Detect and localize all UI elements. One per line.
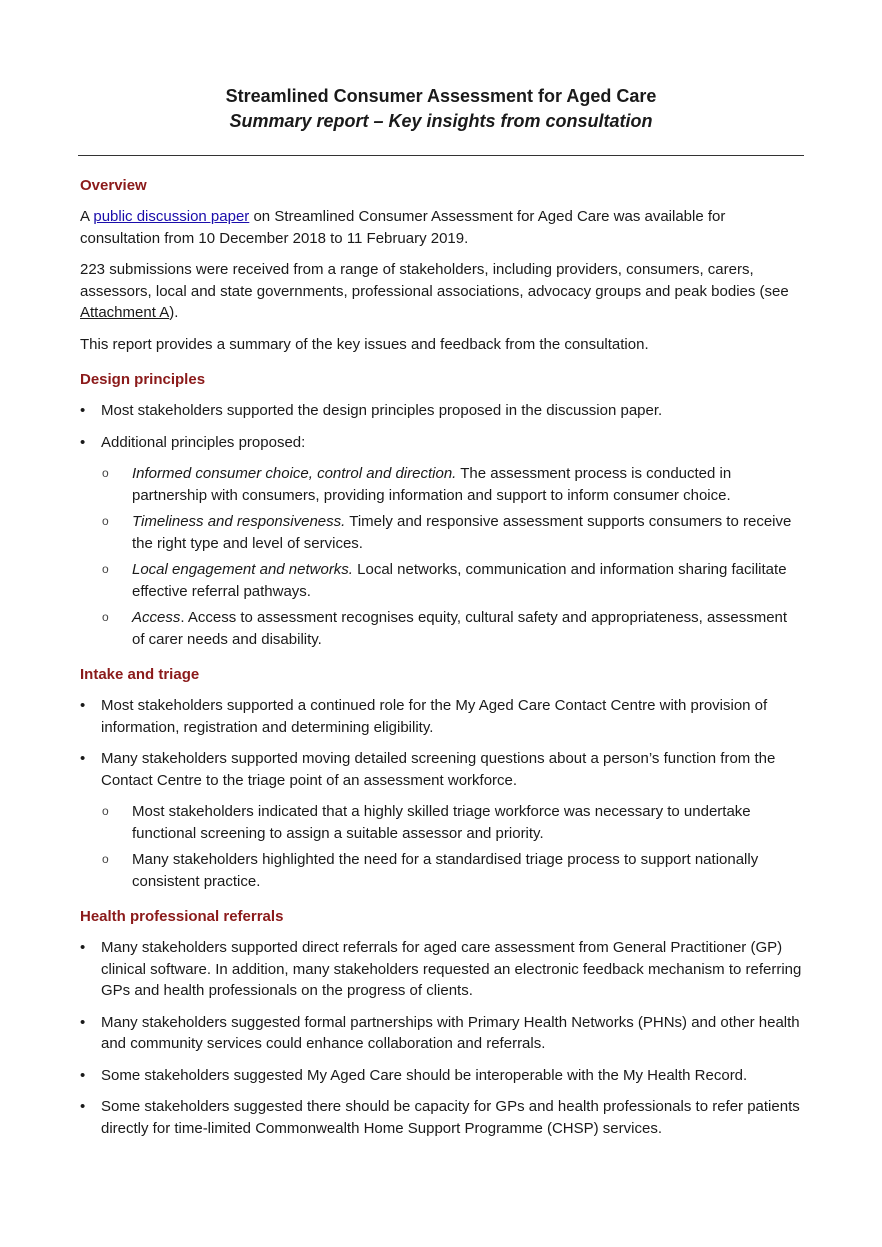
overview-paragraph-1 [80,206,802,249]
header-divider [78,155,804,156]
design-principles-heading: Design principles [80,371,206,388]
overview-p2-prefix: 223 submissions were received from a range of stakeholders, including providers, consumers, carers, assessors, local and state governments, professional associations, advocacy groups and peak bodies (see [80,261,789,300]
principle-text: Local networks, communication and information sharing facilitate effective referral pathways. [132,561,787,600]
overview-heading: Overview [80,177,147,194]
list-item: • Some stakeholders suggested My Aged Care should be interoperable with the My Health Record. [80,1065,802,1087]
list-item: • Many stakeholders supported direct referrals for aged care assessment from General Practitioner (GP) clinical software. In addition, many stakeholders requested an electronic feedback mechanism to referring GPs and health professionals on the progress of clients. [80,937,802,1002]
principle-term: Local engagement and networks. [132,561,353,578]
discussion-paper-link[interactable]: public discussion paper [93,208,250,225]
principle-text: The assessment process is conducted in partnership with consumers, providing information and support to inform consumer choice. [132,465,732,504]
list-item: • Many stakeholders suggested formal partnerships with Primary Health Networks (PHNs) and other health and community services could enhance collaboration and referrals. [80,1012,802,1055]
additional-principles-list [80,463,802,650]
principle-text: . Access to assessment recognises equity, cultural safety and appropriateness, assessment of carer needs and disability. [132,609,788,648]
overview-section [80,175,802,355]
design-principles-list [80,400,802,453]
overview-p2-suffix: ). [169,304,179,321]
sub-list-item [132,463,802,506]
health-referrals-heading: Health professional referrals [80,908,284,925]
intake-triage-heading: Intake and triage [80,666,200,683]
document-header [0,84,882,134]
overview-paragraph-3: This report provides a summary of the key issues and feedback from the consultation. [80,335,649,353]
design-principles-section [80,369,802,650]
list-item: • Most stakeholders supported a continued role for the My Aged Care Contact Centre with provision of information, registration and determining eligibility. [80,695,802,738]
sub-list-item: o Many stakeholders highlighted the need for a standardised triage process to support nationally consistent practice. [132,849,802,892]
sub-list-item: o Most stakeholders indicated that a highly skilled triage workforce was necessary to undertake functional screening to assign a suitable assessor and priority. [132,801,802,844]
overview-paragraph-2 [80,259,802,324]
health-referrals-section [80,906,802,1139]
list-item: • Most stakeholders supported the design principles proposed in the discussion paper. [80,400,802,422]
document-subtitle: Summary report – Key insights from consultation [229,111,653,131]
overview-p1-prefix: A [80,208,94,225]
list-item: • Additional principles proposed: [80,432,802,454]
principle-term: Timeliness and responsiveness. [132,513,346,530]
sub-list-item [132,511,802,554]
health-referrals-list [80,937,802,1139]
document-title: Streamlined Consumer Assessment for Aged Care [225,86,657,106]
principle-term: Informed consumer choice, control and direction. [132,465,457,482]
principle-text: Timely and responsive assessment supports consumers to receive the right type and level of services. [132,513,792,552]
principle-term: Access [132,609,181,626]
sub-list-item [132,607,802,650]
intake-triage-list [80,695,802,791]
triage-sub-list [80,801,802,892]
document-body [80,175,802,1153]
list-item: • Some stakeholders suggested there should be capacity for GPs and health professionals to refer patients directly for time-limited Commonwealth Home Support Programme (CHSP) services. [80,1096,802,1139]
intake-triage-section [80,664,802,892]
sub-list-item [132,559,802,602]
overview-p1-suffix: on Streamlined Consumer Assessment for Aged Care was available for consultation from 10 December 2018 to 11 February 2019. [80,208,726,247]
list-item: • Many stakeholders supported moving detailed screening questions about a person’s function from the Contact Centre to the triage point of an assessment workforce. [80,748,802,791]
attachment-a-reference[interactable]: Attachment A [80,304,170,321]
